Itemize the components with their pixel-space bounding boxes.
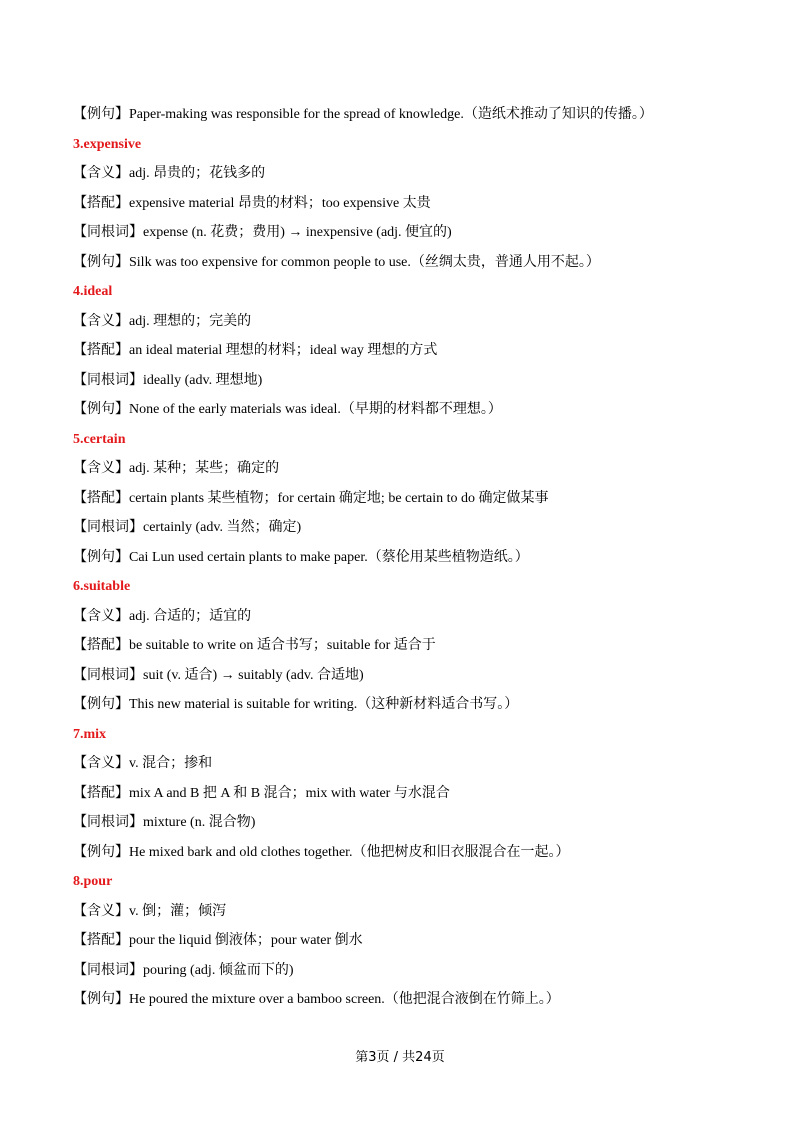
entry-line: 【同根词】certainly (adv. 当然；确定) xyxy=(73,520,302,535)
entry-line: 【例句】He mixed bark and old clothes together.（他把树皮和旧衣服混合在一起。） xyxy=(73,844,570,860)
entry-line: 【含义】adj. 理想的；完美的 xyxy=(73,313,252,329)
entry-line: 【例句】Silk was too expensive for common people to use.（丝绸太贵，普通人用不起。） xyxy=(73,254,600,270)
entry-line: 【例句】Cai Lun used certain plants to make paper.（蔡伦用某些植物造纸。） xyxy=(73,549,529,565)
page-footer: 第3页 / 共24页 xyxy=(355,1050,445,1065)
entry-line: 【含义】v. 混合；掺和 xyxy=(73,756,213,771)
entry-line: 【同根词】pouring (adj. 倾盆而下的) xyxy=(73,962,294,978)
entry-line: 【搭配】an ideal material 理想的材料；ideal way 理想的方式 xyxy=(73,343,438,358)
entry-line: 【同根词】expense (n. 花费；费用) → inexpensive (adj. 便宜的) xyxy=(73,225,452,240)
entry-line: 【例句】He poured the mixture over a bamboo screen.（他把混合液倒在竹筛上。） xyxy=(73,992,560,1007)
entry-line: 【搭配】expensive material 昂贵的材料；too expensive 太贵 xyxy=(73,195,431,211)
word-heading: 5.certain xyxy=(73,431,126,447)
entry-line: 【搭配】certain plants 某些植物；for certain 确定地; be certain to do 确定做某事 xyxy=(73,490,549,506)
entry-line: 【例句】This new material is suitable for writing.（这种新材料适合书写。） xyxy=(73,697,519,712)
entry-line: 【同根词】suit (v. 适合) → suitably (adv. 合适地) xyxy=(73,667,364,683)
word-heading: 8.pour xyxy=(73,874,113,889)
entry-line: 【例句】None of the early materials was ideal.（早期的材料都不理想。） xyxy=(73,402,502,417)
entry-line: 【含义】adj. 某种；某些；确定的 xyxy=(73,461,280,476)
word-heading: 6.suitable xyxy=(73,579,131,594)
entry-line: 【搭配】mix A and B 把 A 和 B 混合；mix with water 与水混合 xyxy=(73,785,450,801)
entry-line: 【同根词】mixture (n. 混合物) xyxy=(73,815,256,830)
entry-line: 【同根词】ideally (adv. 理想地) xyxy=(73,372,263,388)
entry-line: 【搭配】pour the liquid 倒液体；pour water 倒水 xyxy=(73,933,363,948)
word-heading: 4.ideal xyxy=(73,284,113,299)
entry-line: 【含义】adj. 合适的；适宜的 xyxy=(73,608,252,624)
word-heading: 7.mix xyxy=(73,726,107,742)
word-heading: 3.expensive xyxy=(73,136,142,152)
entry-line: 【搭配】be suitable to write on 适合书写；suitable for 适合于 xyxy=(73,638,436,653)
vocabulary-content xyxy=(73,100,733,1015)
entry-line: 【含义】v. 倒；灌；倾泻 xyxy=(73,903,227,919)
entry-line: 【例句】Paper-making was responsible for the spread of knowledge.（造纸术推动了知识的传播。） xyxy=(73,107,653,122)
entry-line: 【含义】adj. 昂贵的；花钱多的 xyxy=(73,166,266,181)
